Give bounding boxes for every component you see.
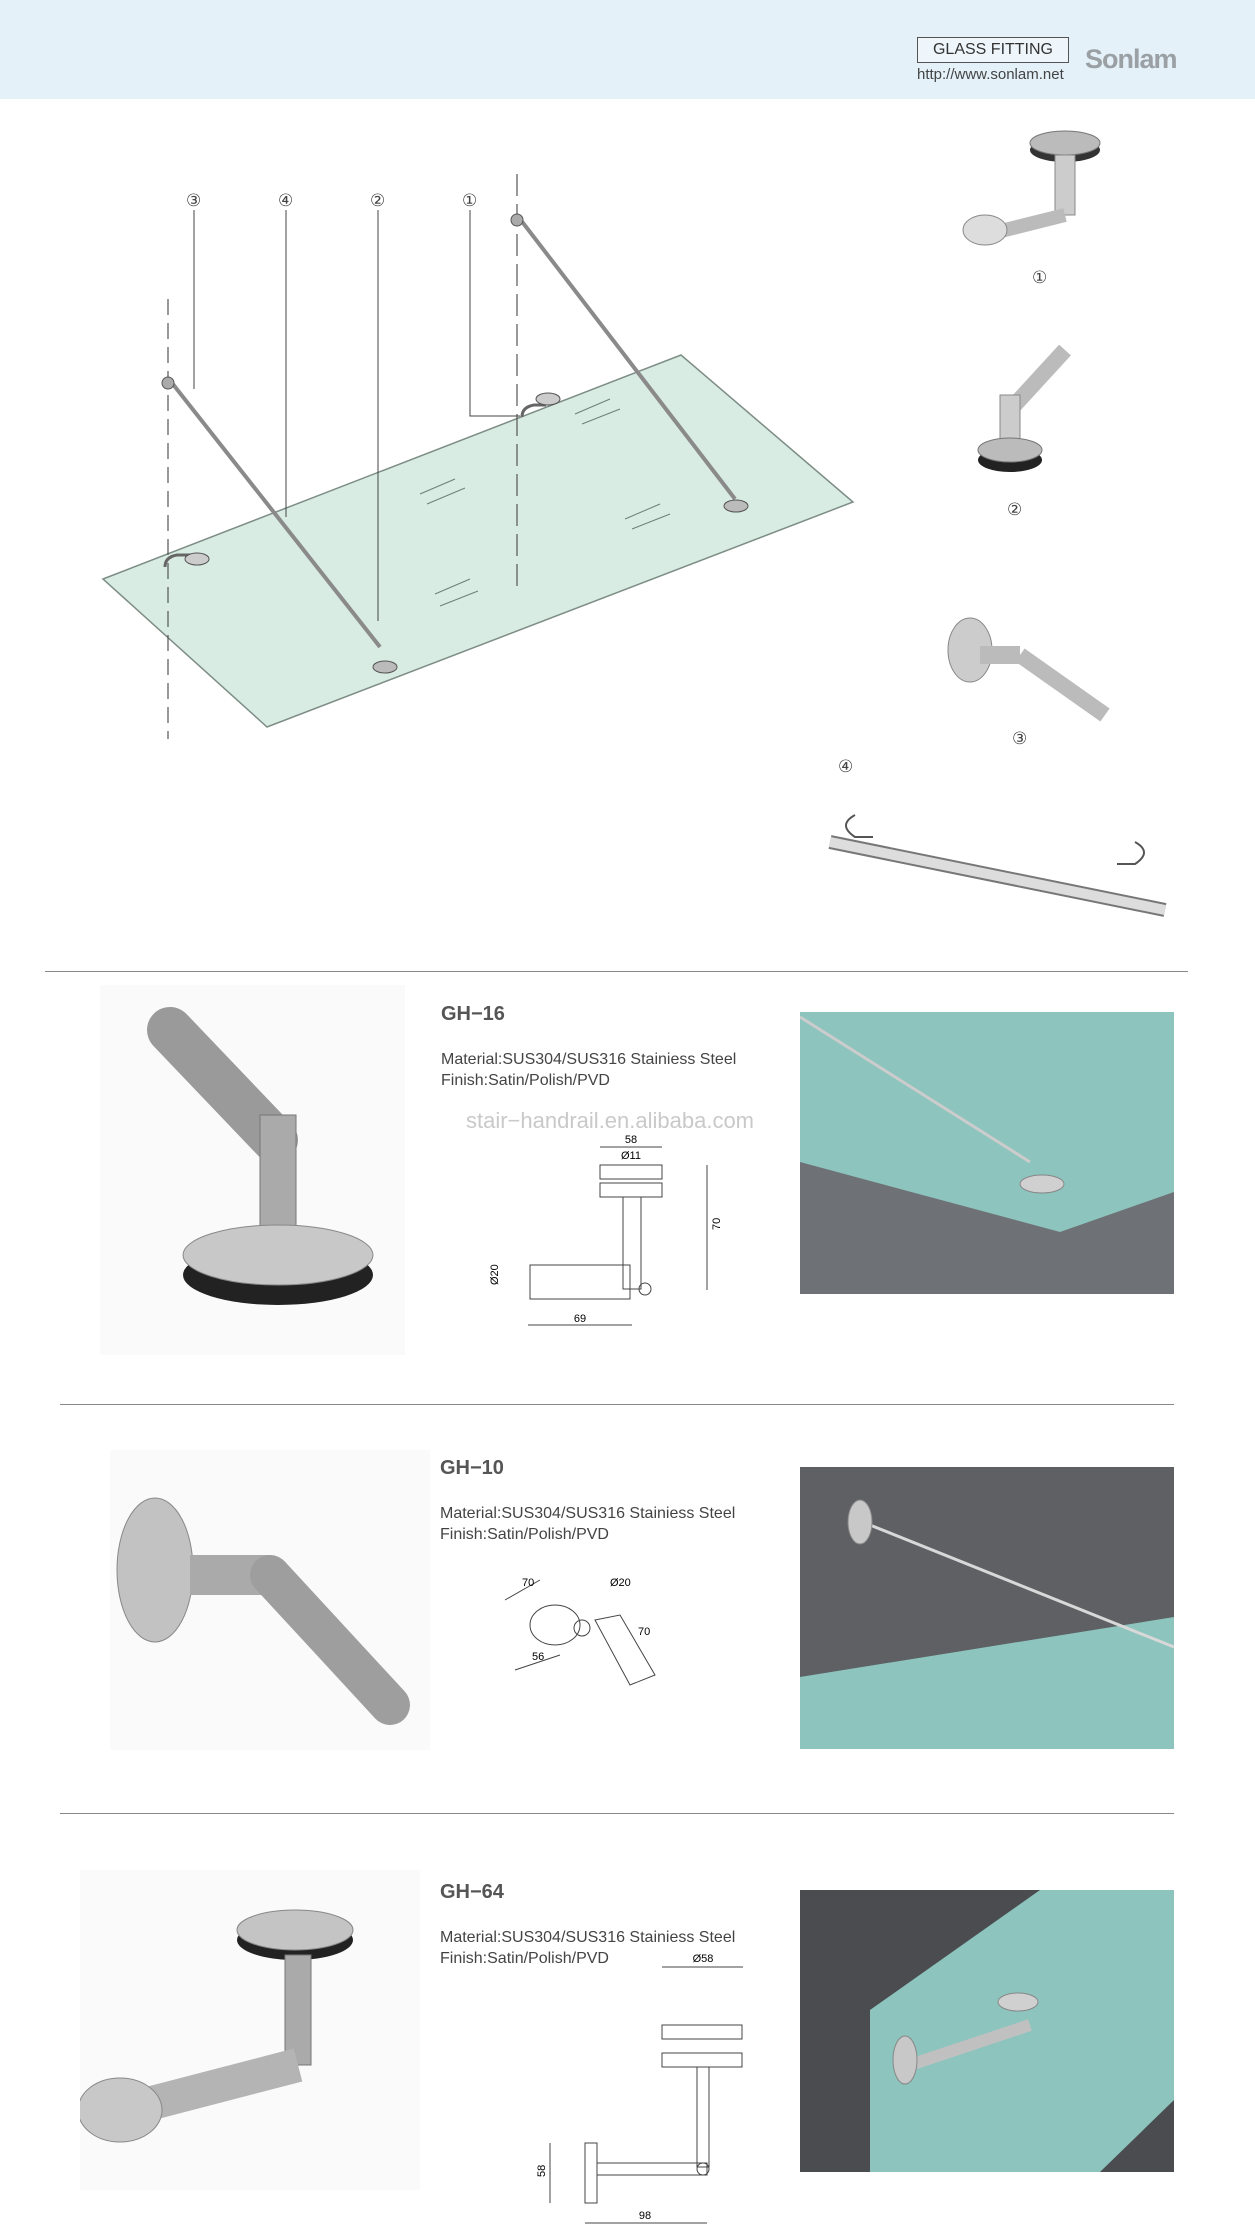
section-divider bbox=[60, 1404, 1174, 1405]
gh10-dim-b: 70 bbox=[638, 1626, 651, 1638]
callout-2: ② bbox=[370, 191, 386, 210]
callout-1: ① bbox=[462, 191, 478, 210]
gh16-dim-top: 58 bbox=[624, 1134, 638, 1146]
header-bar bbox=[0, 0, 1255, 99]
gh64-dimension-drawing bbox=[535, 1945, 765, 2235]
gh16-dim-length: 69 bbox=[573, 1313, 587, 1325]
section-divider bbox=[45, 971, 1188, 972]
callout-4: ④ bbox=[278, 191, 294, 210]
gh16-material: Material:SUS304/SUS316 Stainiess Steel bbox=[441, 1051, 737, 1068]
website-url[interactable]: http://www.sonlam.net bbox=[917, 66, 1064, 83]
brand-logo: Sonlam bbox=[1085, 44, 1177, 74]
gh16-dim-height: 70 bbox=[711, 1217, 723, 1230]
gh10-finish: Finish:Satin/Polish/PVD bbox=[440, 1526, 609, 1543]
gh10-dim-a: 70 bbox=[522, 1577, 535, 1589]
section-divider bbox=[60, 1813, 1174, 1814]
gh64-model-title: GH−64 bbox=[440, 1881, 504, 1903]
gh16-finish: Finish:Satin/Polish/PVD bbox=[441, 1072, 610, 1089]
gh64-finish: Finish:Satin/Polish/PVD bbox=[440, 1950, 609, 1967]
watermark: stair−handrail.en.alibaba.com bbox=[466, 1108, 755, 1133]
gh64-product-photo bbox=[80, 1870, 420, 2190]
gh16-dim-rod: Ø20 bbox=[489, 1264, 501, 1285]
gh10-install-photo bbox=[800, 1467, 1174, 1749]
part-3-image bbox=[935, 600, 1125, 730]
gh10-dim-c: 56 bbox=[532, 1651, 545, 1663]
gh10-dimension-drawing bbox=[500, 1560, 680, 1710]
gh16-dimension-drawing bbox=[480, 1125, 730, 1340]
gh10-dim-rod: Ø20 bbox=[610, 1577, 631, 1589]
part-4-number: ④ bbox=[838, 757, 854, 776]
gh10-material: Material:SUS304/SUS316 Stainiess Steel bbox=[440, 1505, 736, 1522]
canopy-assembly-diagram bbox=[0, 99, 880, 739]
gh10-model-title: GH−10 bbox=[440, 1457, 504, 1479]
part-2-image bbox=[960, 340, 1120, 490]
part-1-number: ① bbox=[1032, 268, 1048, 287]
part-2-number: ② bbox=[1007, 500, 1023, 519]
gh64-install-photo bbox=[800, 1890, 1174, 2172]
gh64-material: Material:SUS304/SUS316 Stainiess Steel bbox=[440, 1929, 736, 1946]
gh16-model-title: GH−16 bbox=[441, 1003, 505, 1025]
gh16-install-photo bbox=[800, 1012, 1174, 1294]
gh64-dim-length: 98 bbox=[638, 2210, 652, 2222]
gh64-dim-disc: Ø58 bbox=[692, 1953, 714, 1965]
callout-3: ③ bbox=[186, 191, 202, 210]
gh16-dim-hole: Ø11 bbox=[621, 1150, 641, 1162]
part-3-number: ③ bbox=[1012, 729, 1028, 748]
part-1-image bbox=[950, 125, 1140, 275]
gh64-dim-base: 58 bbox=[536, 2164, 548, 2177]
category-badge: GLASS FITTING bbox=[917, 37, 1069, 63]
gh10-product-photo bbox=[110, 1450, 430, 1750]
part-4-rod-image bbox=[825, 780, 1175, 920]
gh16-product-photo bbox=[100, 985, 405, 1355]
